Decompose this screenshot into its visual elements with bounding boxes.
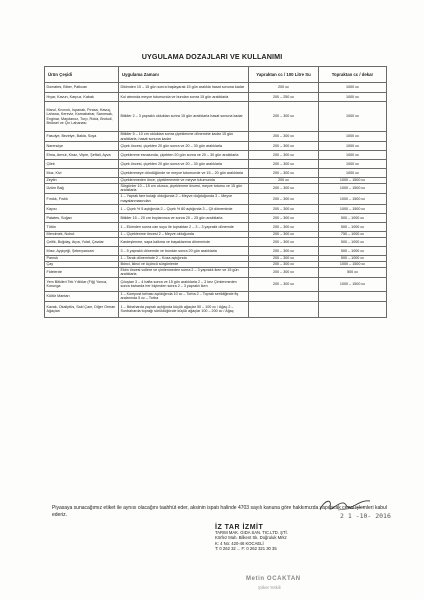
soil-dose-cell: 500 – 1000 cc [319,222,387,231]
crop-cell: Çay [45,261,119,267]
timing-cell: 1 – Ekimden sonra can suyu ile topraktan 2 – 3 – 3 yapraklı dönemde [119,222,249,231]
company-line-2: Körfez Mah. Bilkent Sk. Doğruluk Mrkz [215,535,287,541]
table-header-row [45,67,387,83]
crop-cell: Kayısı [45,204,119,213]
soil-dose-cell: 1000 – 1500 cc [319,178,387,184]
header-leaf-dose: Yapraktan cc / 100 Litre Su [249,67,319,83]
table-row [45,222,387,231]
soil-dose-cell: 1000 – 1500 cc [319,277,387,291]
leaf-dose-cell: 200 – 300 cc [249,237,319,246]
crop-cell: Hıyar, Kavun, Karpuz, Kabak [45,93,119,102]
leaf-dose-cell: 200 – 300 cc [249,277,319,291]
soil-dose-cell: 1000 cc [319,151,387,160]
leaf-dose-cell: 200 – 300 cc [249,132,319,142]
crop-cell: Elma, Armut, Kiraz, Vişne, Şeftali, Ayva [45,151,119,160]
crop-cell: Çeltik, Buğday, Arpa, Yulaf, Çavdar [45,237,119,246]
crop-cell: Mısır, Ayçiçeği, Şekerpancarı [45,246,119,255]
table-row [45,184,387,194]
leaf-dose-cell [249,291,319,301]
timing-cell: Çiçeklenmeden önce, çiçeklenmede ve meyve tutumunda [119,178,249,184]
table-row [45,160,387,169]
signature-scribble [318,495,373,513]
signer-name: Metin OCAKTAN [246,576,301,582]
crop-cell: Narenciye [45,142,119,151]
timing-cell: Bitkiler 15 – 20 cm boylanınca ve sonra 20 – 25 gün aralıklarla [119,213,249,222]
timing-cell: 1 – Yaprak fare kulağı olduğunda 2 – Meyve doğduğunda 3 – Meyve mayalanmasından [119,193,249,204]
leaf-dose-cell: 200 – 300 cc [249,142,319,151]
timing-cell: Sürgünler 10 – 15 cm olunca, çiçeklenme öncesi, meyve tutumu ve 15 gün aralıklarla [119,184,249,194]
crop-cell: Kavak, Okaliptüs, Salıl Çam, Diğer Orman Ağaçları [45,301,119,317]
signer-role: Şirket Yetkili [258,585,281,590]
crop-cell: Fidelerde [45,267,119,277]
soil-dose-cell: 1000 cc [319,169,387,178]
timing-cell: Dikimden 10 – 15 gün sonra başlayarak 15 gün aralıkla hasat sonuna kadar [119,83,249,93]
table-row [45,93,387,102]
soil-dose-cell: 1000 cc [319,102,387,132]
header-crop: Ürün Çeşidi [45,67,119,83]
soil-dose-cell: 1000 – 1500 cc [319,184,387,194]
leaf-dose-cell: 200 – 250 cc [249,93,319,102]
crop-cell: Muz, Kivi [45,169,119,178]
timing-cell: İlkinci, ikinci ve üçüncü sürgünlerde [119,261,249,267]
leaf-dose-cell: 200 – 300 cc [249,102,319,132]
company-line-4: T: 0 262 32 ... F: 0 262 321 30 35 [215,545,277,551]
leaf-dose-cell: 200 – 300 cc [249,246,319,255]
timing-cell: Kol atmında meyve tutumunda ve bundan sonra 15 gün aralıklarla [119,93,249,102]
crop-cell: Kültür Mantarı [45,291,119,301]
soil-dose-cell: 750 – 1000 cc [319,231,387,237]
table-row [45,83,387,93]
timing-cell: Çiçek öncesi, çiçekten 20 gün sonra ve 20 – 30 gün aralıklarla [119,142,249,151]
leaf-dose-cell: 200 – 300 cc [249,255,319,261]
timing-cell: Çiçeklenmeye döndüğünde ve meyve tutumunde ve 15 – 20 gün aralıklarla [119,169,249,178]
leaf-dose-cell: 200 – 300 cc [249,267,319,277]
crop-cell: Mercimek, Nohut [45,231,119,237]
soil-dose-cell: 1000 – 1500 cc [319,204,387,213]
table-row [45,132,387,142]
soil-dose-cell [319,301,387,317]
leaf-dose-cell: 200 – 300 cc [249,169,319,178]
crop-cell: Fındık, Fıstık [45,193,119,204]
leaf-dose-cell: 200 – 300 cc [249,204,319,213]
timing-cell: Bitkiler 2 – 3 yapraklı olduktan sonra 15 gün aralıklarla hasat sonuna kadar [119,102,249,132]
table-row [45,142,387,151]
timing-cell: 1 – Çiçek % 5 açtığında 2 – Çiçek % 80 açtığında 3 – Çit döneminde [119,204,249,213]
commitment-text: Piyasaya sunacağımız etiket ile aynısı olacağını taahhüt eder, aksinin ispatı halinde 4703 sayılı kanuna göre hakkımızda yapılacak cezai işlemleri kabul ederiz. [52,505,387,518]
document-title: UYGULAMA DOZAJLARI VE KULLANIMI [141,52,283,61]
leaf-dose-cell: 200 – 300 cc [249,151,319,160]
soil-dose-cell: 1000 – 1500 cc [319,261,387,267]
leaf-dose-cell: 200 – 300 cc [249,222,319,231]
table-row [45,193,387,204]
timing-cell: Bitkiler 5 – 10 cm olduktan sonra çiçeklenme dönemine kadar 15 gün aralıklarla, hasat sonuna kadar [119,132,249,142]
dosage-table [44,66,387,318]
crop-cell: Yem Bitkileri Tek Yıllıklar (Fiğ) Yonca, Korunga [45,277,119,291]
timing-cell: Çıkıştan 3 – 4 hafta sonra ve 15 gün aralıklarla 2 – 3 kez Çimlenmeden sonra baharda her biçimden sonra 2 – 3 yapraklı iken [119,277,249,291]
soil-dose-cell: 1000 cc [319,142,387,151]
table-row [45,213,387,222]
soil-dose-cell: 1000 cc [319,93,387,102]
table-row [45,151,387,160]
table-row [45,267,387,277]
table-row [45,102,387,132]
timing-cell: 1 – Kompost torbası açıldığında 10 cc – Torba 2 – Toprak serildiğinde fiş aralarında 5 cc – Torba [119,291,249,301]
soil-dose-cell: 500 cc [319,267,387,277]
table-row [45,291,387,301]
crop-cell: Marul, Kıvırcık, Ispanak, Pırasa, Havuç, Lahana, Kereviz, Karnabahar, Sarımsak, Enginar, Maydanoz, Turp, Roka, Brokoli, Brüksel ve Çin Lahanası [45,102,119,132]
soil-dose-cell: 1000 cc [319,83,387,93]
table-row [45,169,387,178]
soil-dose-cell: 1000 cc [319,160,387,169]
timing-cell: 1 – İlkbaharda yaprak açtığında küçük ağaçlar 50 – 100 cc / Ağaç 2 – Sonbaharda toprağı sürüldüğünde küçük ağaçlar 100 – 200 cc / Ağaç [119,301,249,317]
crop-cell: Tütün [45,222,119,231]
company-line-3: K: 4 No: 420-46 KOCAELİ [215,540,264,546]
crop-cell: Domates, Biber, Patlıcan [45,83,119,93]
date-stamp: 2 1 -10- 2016 [340,512,391,520]
company-name: İZ TAR İZMİT [215,524,264,531]
company-line-1: TARIM MAK. GIDA SAN. TIC.LTD. ŞTİ. [215,530,288,536]
leaf-dose-cell [249,301,319,317]
header-soil-dose: Topraktan cc / dekar [319,67,387,83]
leaf-dose-cell: 200 – 300 cc [249,160,319,169]
company-stamp [215,525,288,551]
leaf-dose-cell: 200 cc [249,178,319,184]
leaf-dose-cell: 200 – 300 cc [249,184,319,194]
soil-dose-cell: 1000 cc [319,132,387,142]
crop-cell: Patates, Soğan [45,213,119,222]
table-row [45,237,387,246]
timing-cell: 1 – Tarak döneminde 2 – Koza açtığında [119,255,249,261]
soil-dose-cell: 1000 – 1500 cc [319,193,387,204]
soil-dose-cell [319,291,387,301]
timing-cell: Ekim öncesi vollere ve çimlenmeden sonra 2 – 3 yapraklı iken ve 15 gün aralıklarla [119,267,249,277]
table-row [45,277,387,291]
timing-cell: Kardeşlenme, sapa kalkma ve başaklanma döneminde [119,237,249,246]
header-timing: Uygulama Zamanı [119,67,249,83]
crop-cell: Fasulye, Bezelye, Bakla, Soya [45,132,119,142]
leaf-dose-cell: 200 cc [249,83,319,93]
crop-cell: Zeytin [45,178,119,184]
crop-cell: Çilek [45,160,119,169]
leaf-dose-cell: 200 – 300 cc [249,193,319,204]
timing-cell: Çiçek öncesi, çiçekten 20 gün sonra ve 20 – 30 gün aralıklarla [119,160,249,169]
leaf-dose-cell: 200 – 300 cc [249,261,319,267]
soil-dose-cell: 500 – 1000 cc [319,237,387,246]
timing-cell: Çiçeklenme esnasında, çiçekten 20 gün sonra ve 20 – 30 gün aralıklarla [119,151,249,160]
leaf-dose-cell: 200 – 300 cc [249,231,319,237]
table-row [45,301,387,317]
soil-dose-cell: 500 – 1000 cc [319,213,387,222]
soil-dose-cell: 500 – 1000 cc [319,255,387,261]
crop-cell: Üzüm Bağ [45,184,119,194]
crop-cell: Pamuk [45,255,119,261]
soil-dose-cell: 500 – 1000 cc [319,246,387,255]
timing-cell: 3 – 5 yapraklı dönemde ve bundan sonra 20 gün aralıklarla [119,246,249,255]
table-row [45,246,387,255]
table-row [45,204,387,213]
leaf-dose-cell: 200 – 300 cc [249,213,319,222]
timing-cell: 1 – Çiçeklenme öncesi 2 – Meyve olduğunda [119,231,249,237]
